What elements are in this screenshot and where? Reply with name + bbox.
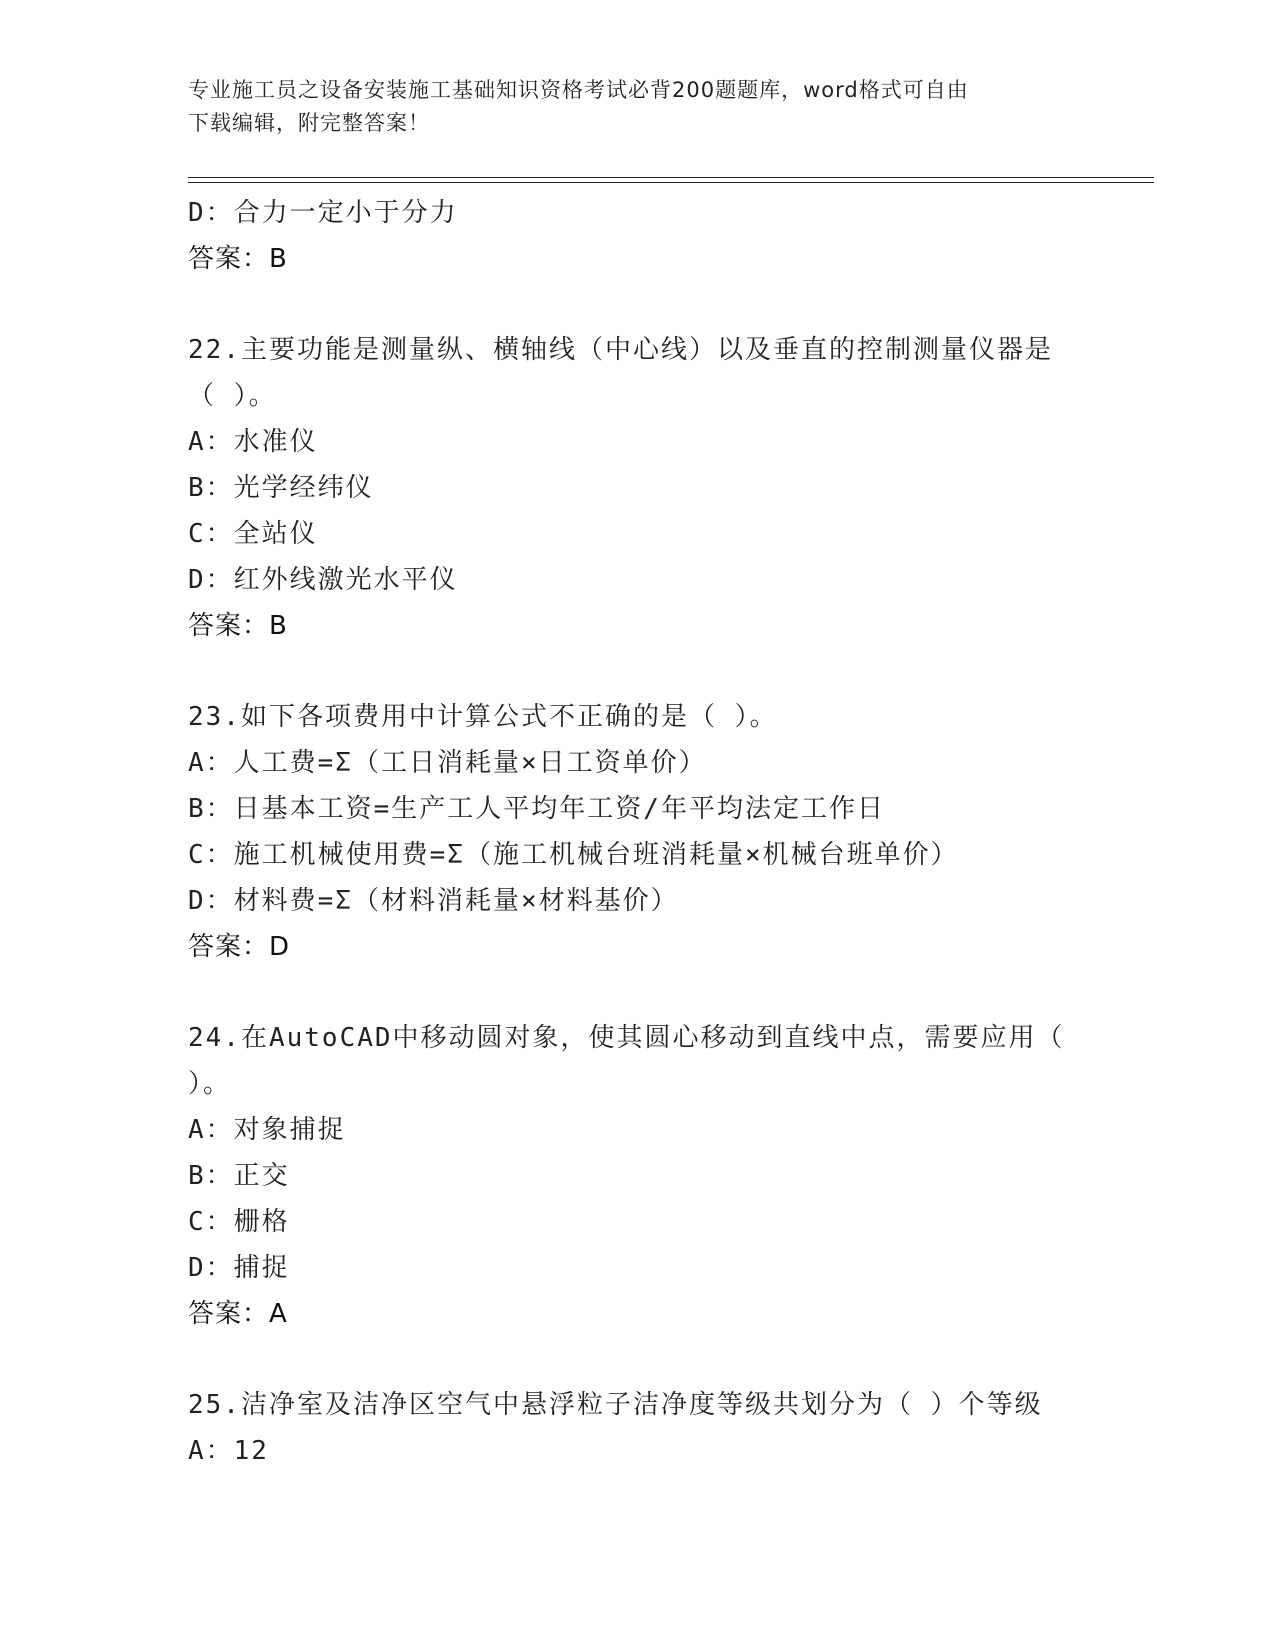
question-24-answer: 答案：A [188, 1299, 288, 1329]
question-24 [188, 1015, 1088, 1337]
question-24-option-d: D：捕捉 [188, 1253, 290, 1283]
question-spacer [188, 649, 1088, 694]
question-22-option-c: C：全站仪 [188, 519, 318, 549]
question-23-option-b: B：日基本工资=生产工人平均年工资/年平均法定工作日 [188, 794, 885, 824]
question-22 [188, 327, 1088, 649]
header-title-line-2: 下载编辑，附完整答案！ [188, 111, 430, 135]
question-21-option-d: D：合力一定小于分力 [188, 198, 458, 228]
header-divider-top [188, 177, 1154, 178]
question-24-option-a: A：对象捕捉 [188, 1115, 346, 1145]
question-23-option-d: D：材料费=Σ（材料消耗量×材料基价） [188, 886, 679, 916]
question-22-stem-line-1: 22.主要功能是测量纵、横轴线（中心线）以及垂直的控制测量仪器是 [188, 335, 1053, 365]
question-22-stem-line-2: （ ）。 [188, 381, 277, 411]
question-25-stem: 25.洁净室及洁净区空气中悬浮粒子洁净度等级共划分为（ ）个等级 [188, 1390, 1043, 1420]
question-23 [188, 694, 1088, 970]
question-spacer [188, 1337, 1088, 1382]
question-22-option-a: A：水准仪 [188, 427, 318, 457]
question-25-option-a: A：12 [188, 1436, 269, 1466]
question-23-answer: 答案：D [188, 932, 291, 962]
question-23-option-a: A：人工费=Σ（工日消耗量×日工资单价） [188, 748, 707, 778]
question-22-answer: 答案：B [188, 611, 288, 641]
header-divider-bottom [188, 182, 1154, 183]
question-21-answer: 答案：B [188, 244, 288, 274]
question-22-option-d: D：红外线激光水平仪 [188, 565, 458, 595]
question-list [188, 190, 1088, 1474]
question-24-option-c: C：栅格 [188, 1207, 290, 1237]
header-title-line-1: 专业施工员之设备安装施工基础知识资格考试必背200题题库，word格式可自由 [188, 78, 969, 102]
question-24-stem-line-1: 24.在AutoCAD中移动圆对象，使其圆心移动到直线中点，需要应用（ [188, 1023, 1065, 1053]
question-21 [188, 190, 1088, 282]
question-22-option-b: B：光学经纬仪 [188, 473, 374, 503]
question-24-stem-line-2: ）。 [188, 1069, 232, 1099]
document-header [188, 74, 1068, 140]
question-23-option-c: C：施工机械使用费=Σ（施工机械台班消耗量×机械台班单价） [188, 840, 959, 870]
question-spacer [188, 282, 1088, 327]
question-spacer [188, 970, 1088, 1015]
question-23-stem: 23.如下各项费用中计算公式不正确的是（ ）。 [188, 702, 778, 732]
question-24-option-b: B：正交 [188, 1161, 290, 1191]
question-25 [188, 1382, 1088, 1474]
